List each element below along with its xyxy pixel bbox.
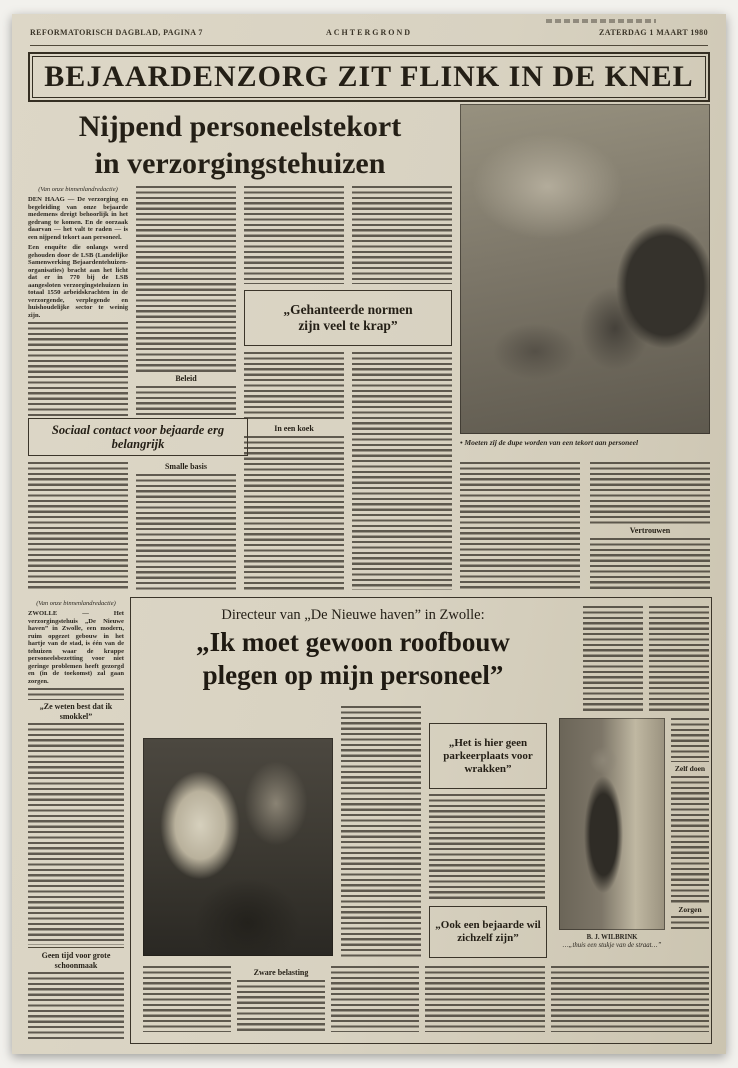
subhead-vertrouwen: Vertrouwen	[629, 526, 671, 535]
body-text	[244, 186, 344, 284]
banner-headline: BEJAARDENZORG ZIT FLINK IN DE KNEL	[44, 60, 694, 93]
article2-column-c	[429, 794, 545, 900]
body-text	[341, 706, 421, 958]
photo3-caption-text: …„thuis een stukje van de straat…”	[562, 942, 662, 949]
body-text	[331, 966, 419, 1032]
pull-quote-line1: „Gehanteerde normen	[283, 302, 413, 317]
banner-box	[28, 52, 710, 102]
article1-column-1-lower	[28, 462, 128, 590]
body-text	[136, 186, 236, 372]
photo3-caption	[551, 934, 673, 950]
subhead-zware-belasting: Zware belasting	[253, 968, 309, 977]
body-text	[590, 462, 710, 524]
subhead-zorgen: Zorgen	[678, 904, 702, 914]
article2-box	[130, 597, 712, 1044]
body-text	[28, 322, 128, 416]
newspaper-page	[12, 14, 726, 1054]
article2-bottom-column-4	[425, 966, 545, 1032]
article1-lede-2: Een enquête die onlangs werd gehouden door de LSB (Landelijke Samenwerking Bejaardentehuizen-organisaties) bracht aan het licht dat er in 770 bij de LSB aangesloten verzorgingstehuizen in totaal 1550 arbeidskrachten in de verzorgende, verplegende en huishoudelijke sector te weinig zijn.	[28, 244, 128, 319]
article1-right-column-2	[590, 462, 710, 590]
body-text	[237, 980, 325, 1033]
body-text	[429, 794, 545, 900]
body-text	[28, 723, 124, 945]
article2-byline: (Van onze binnenlandredactie)	[36, 600, 116, 607]
quote-box-bejaarde	[429, 906, 547, 958]
subhead-zelf-doen: Zelf doen	[674, 764, 706, 773]
article1-column-2	[136, 186, 236, 416]
article1-headline	[28, 108, 452, 182]
body-text	[671, 776, 709, 903]
masthead-section-title: ACHTERGROND	[325, 28, 413, 37]
body-text	[649, 606, 709, 712]
fine-print	[546, 19, 656, 23]
body-text	[460, 462, 580, 590]
article1-right-column-1	[460, 462, 580, 590]
body-text	[244, 352, 344, 422]
masthead-date: ZATERDAG 1 MAART 1980	[599, 28, 708, 37]
article1-column-1	[28, 186, 128, 416]
subhead-schoonmaak: Geen tijd voor grote schoonmaak	[28, 947, 124, 970]
quote-box-parkeerplaats	[429, 723, 547, 789]
article1-column-4-lower	[352, 352, 452, 590]
body-text	[425, 966, 545, 1032]
article2-bottom-column-3	[331, 966, 419, 1032]
article2-column-e	[671, 718, 709, 930]
pull-quote-box	[244, 290, 452, 346]
body-text	[583, 606, 643, 712]
body-text	[352, 352, 452, 590]
article1-lede-1: DEN HAAG — De verzorging en begeleiding van onze bejaarde medemens dreigt behoorlijk in het gedrang te komen. En de oorzaak daarvan — het valt te raden — is een nijpend tekort aan personeel.	[28, 196, 128, 241]
subhead-smalle-basis: Smalle basis	[164, 462, 207, 471]
article2-column-b	[341, 706, 421, 958]
article2-headline	[133, 626, 573, 692]
quote-parkeerplaats: „Het is hier geen parkeerplaats voor wrakken”	[443, 736, 533, 775]
article2-headline-line2: plegen op mijn personeel”	[202, 660, 504, 690]
subhead-beleid: Beleid	[175, 374, 197, 383]
article1-column-2-lower	[136, 460, 236, 590]
quote-bejaarde: „Ook een bejaarde wil zichzelf zijn”	[435, 919, 541, 944]
masthead	[30, 28, 708, 42]
article2-headline-line1: „Ik moet gewoon roofbouw	[196, 627, 510, 657]
masthead-page-info: REFORMATORISCH DAGBLAD, PAGINA 7	[30, 28, 203, 37]
masthead-rule	[30, 45, 708, 46]
pull-quote-line2: zijn veel te krap”	[298, 318, 398, 333]
article2-bottom-column-2	[237, 966, 325, 1032]
photo-elderly-home-room	[460, 104, 710, 434]
social-contact-heading: Sociaal contact voor bejaarde erg belangrijk	[51, 422, 225, 451]
article2-bottom-column-1	[143, 966, 231, 1032]
social-contact-box	[28, 418, 248, 456]
subhead-smokkel: „Ze weten best dat ik smokkel”	[39, 702, 113, 721]
banner-inner-rule	[32, 56, 706, 98]
subhead-in-een-koek: In een koek	[274, 424, 314, 433]
article2-bottom-column-5	[551, 966, 709, 1032]
body-text	[28, 688, 124, 700]
body-text	[352, 186, 452, 284]
body-text	[28, 972, 124, 1042]
article1-column-3-lower	[244, 352, 344, 590]
article2-lede: ZWOLLE — Het verzorgingstehuis „De Nieuwe haven” in Zwolle, een modern, ruim opgezet gebouw in het hartje van de stad, is één van de tehuizen waar de krappe personeelsbezetting voor niet geringe problemen heeft gezorgd en (in de toekomst) zal gaan zorgen.	[28, 610, 124, 685]
article1-headline-line1: Nijpend personeelstekort	[78, 110, 402, 143]
article2-kicker: Directeur van „De Nieuwe haven” in Zwolle:	[221, 607, 485, 623]
body-text	[551, 966, 709, 1032]
photo1-caption: • Moeten zij de dupe worden van een tekort aan personeel	[460, 438, 639, 447]
photo3-caption-name: B. J. WILBRINK	[586, 934, 638, 941]
body-text	[136, 474, 236, 591]
body-text	[28, 462, 128, 590]
article1-headline-line2: in verzorgingstehuizen	[94, 147, 386, 180]
photo-wilbrink-portrait	[559, 718, 665, 930]
article2-column-d2	[649, 606, 709, 712]
body-text	[136, 386, 236, 417]
body-text	[143, 966, 231, 1032]
body-text	[671, 718, 709, 762]
article1-column-3-upper	[244, 186, 344, 284]
photo-interior-window	[143, 738, 333, 956]
pull-quote	[283, 302, 412, 334]
body-text	[590, 538, 710, 591]
body-text	[671, 916, 709, 930]
article2-left-column	[28, 600, 124, 1042]
body-text	[244, 436, 344, 591]
article2-column-d1	[583, 606, 643, 712]
article1-byline: (Van onze binnenlandredactie)	[38, 186, 118, 193]
article1-column-4-upper	[352, 186, 452, 284]
